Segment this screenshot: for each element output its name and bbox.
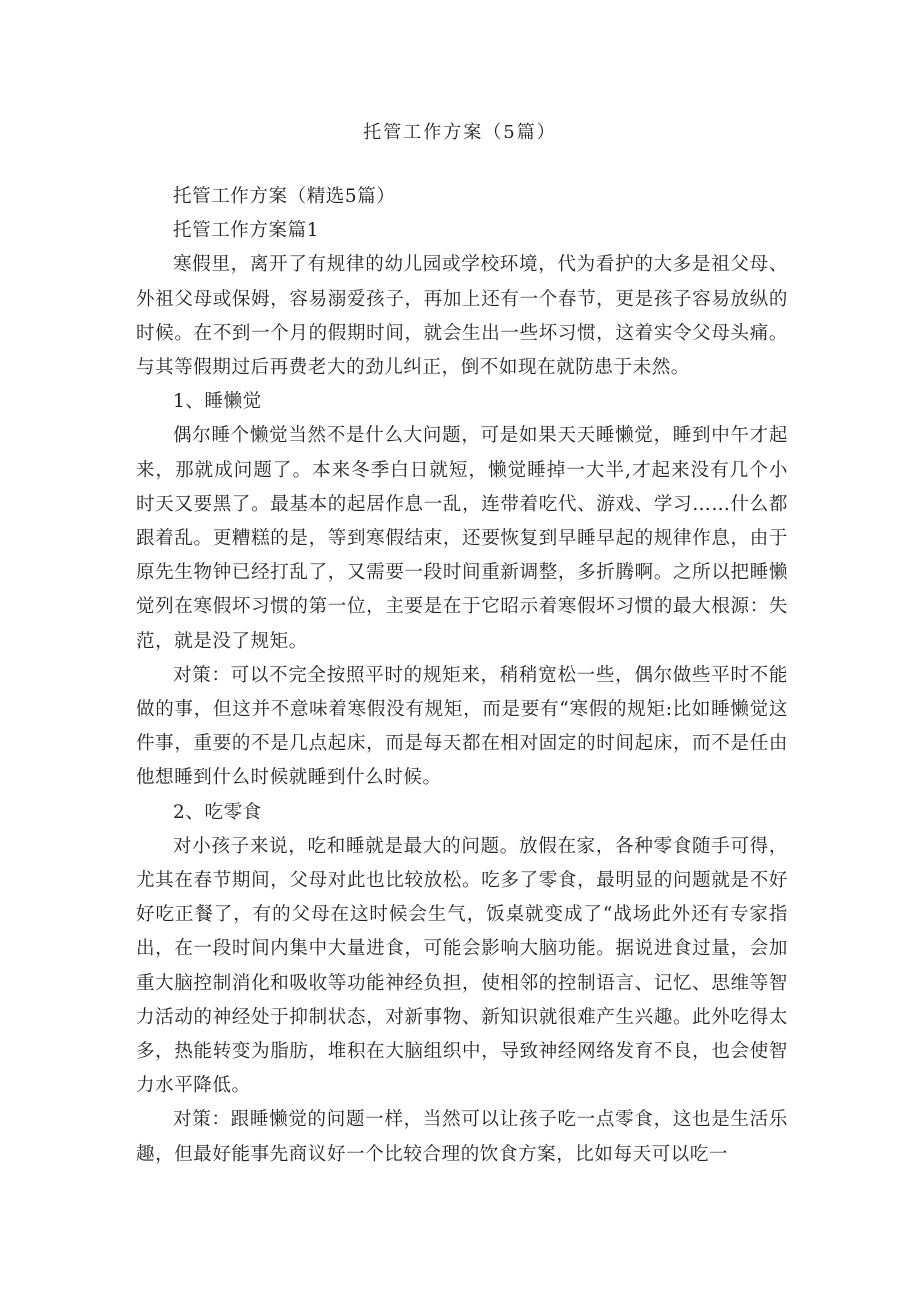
- paragraph: 偶尔睡个懒觉当然不是什么大问题，可是如果天天睡懒觉，睡到中午才起来，那就成问题了。本来冬季白日就短，懒觉睡掉一大半,才起来没有几个小时天又要黑了。最基本的起居作息一乱，连带着吃代、游戏、学习……什么都跟着乱。更糟糕的是，等到寒假结束，还要恢复到早睡早起的规律作息，由于原先生物钟已经打乱了，又需要一段时间重新调整，多折腾啊。之所以把睡懒觉列在寒假坏习惯的第一位，主要是在于它昭示着寒假坏习惯的最大根源：失范，就是没了规矩。: [136, 425, 788, 652]
- paragraph: 对策：可以不完全按照平时的规矩来，稍稍宽松一些，偶尔做些平时不能做的事，但这并不意味着寒假没有规矩，而是要有“寒假的规矩:比如睡懒觉这件事，重要的不是几点起床，而是每天都在相对固定的时间起床，而不是任由他想睡到什么时候就睡到什么时候。: [136, 664, 788, 789]
- subheading-snacks: 2、吃零食: [173, 801, 262, 823]
- document-body: [136, 180, 788, 1172]
- paragraph: 寒假里，离开了有规律的幼儿园或学校环境，代为看护的大多是祖父母、外祖父母或保姆，容易溺爱孩子，再加上还有一个春节，更是孩子容易放纵的时候。在不到一个月的假期时间，就会生出一些坏习惯，这着实令父母头痛。与其等假期过后再费老大的劲儿纠正，倒不如现在就防患于未然。: [136, 254, 788, 379]
- section-title: 托管工作方案篇1: [173, 220, 320, 242]
- paragraph: 对策：跟睡懒觉的问题一样，当然可以让孩子吃一点零食，这也是生活乐趣，但最好能事先商议好一个比较合理的饮食方案，比如每天可以吃一: [136, 1109, 788, 1165]
- document-subtitle: 托管工作方案（精选5篇）: [173, 186, 396, 207]
- document-title: 托管工作方案（5篇）: [363, 122, 557, 143]
- subheading-sleep-in: 1、睡懒觉: [173, 391, 262, 413]
- paragraph: 对小孩子来说，吃和睡就是最大的问题。放假在家，各种零食随手可得，尤其在春节期间，父母对此也比较放松。吃多了零食，最明显的问题就是不好好吃正餐了，有的父母在这时候会生气，饭桌就变成了“战场此外还有专家指出，在一段时间内集中大量进食，可能会影响大脑功能。据说进食过量，会加重大脑控制消化和吸收等功能神经负担，使相邻的控制语言、记忆、思维等智力活动的神经处于抑制状态，对新事物、新知识就很难产生兴趣。此外吃得太多，热能转变为脂肪，堆积在大脑组织中，导致神经网络发育不良，也会使智力水平降低。: [136, 835, 788, 1097]
